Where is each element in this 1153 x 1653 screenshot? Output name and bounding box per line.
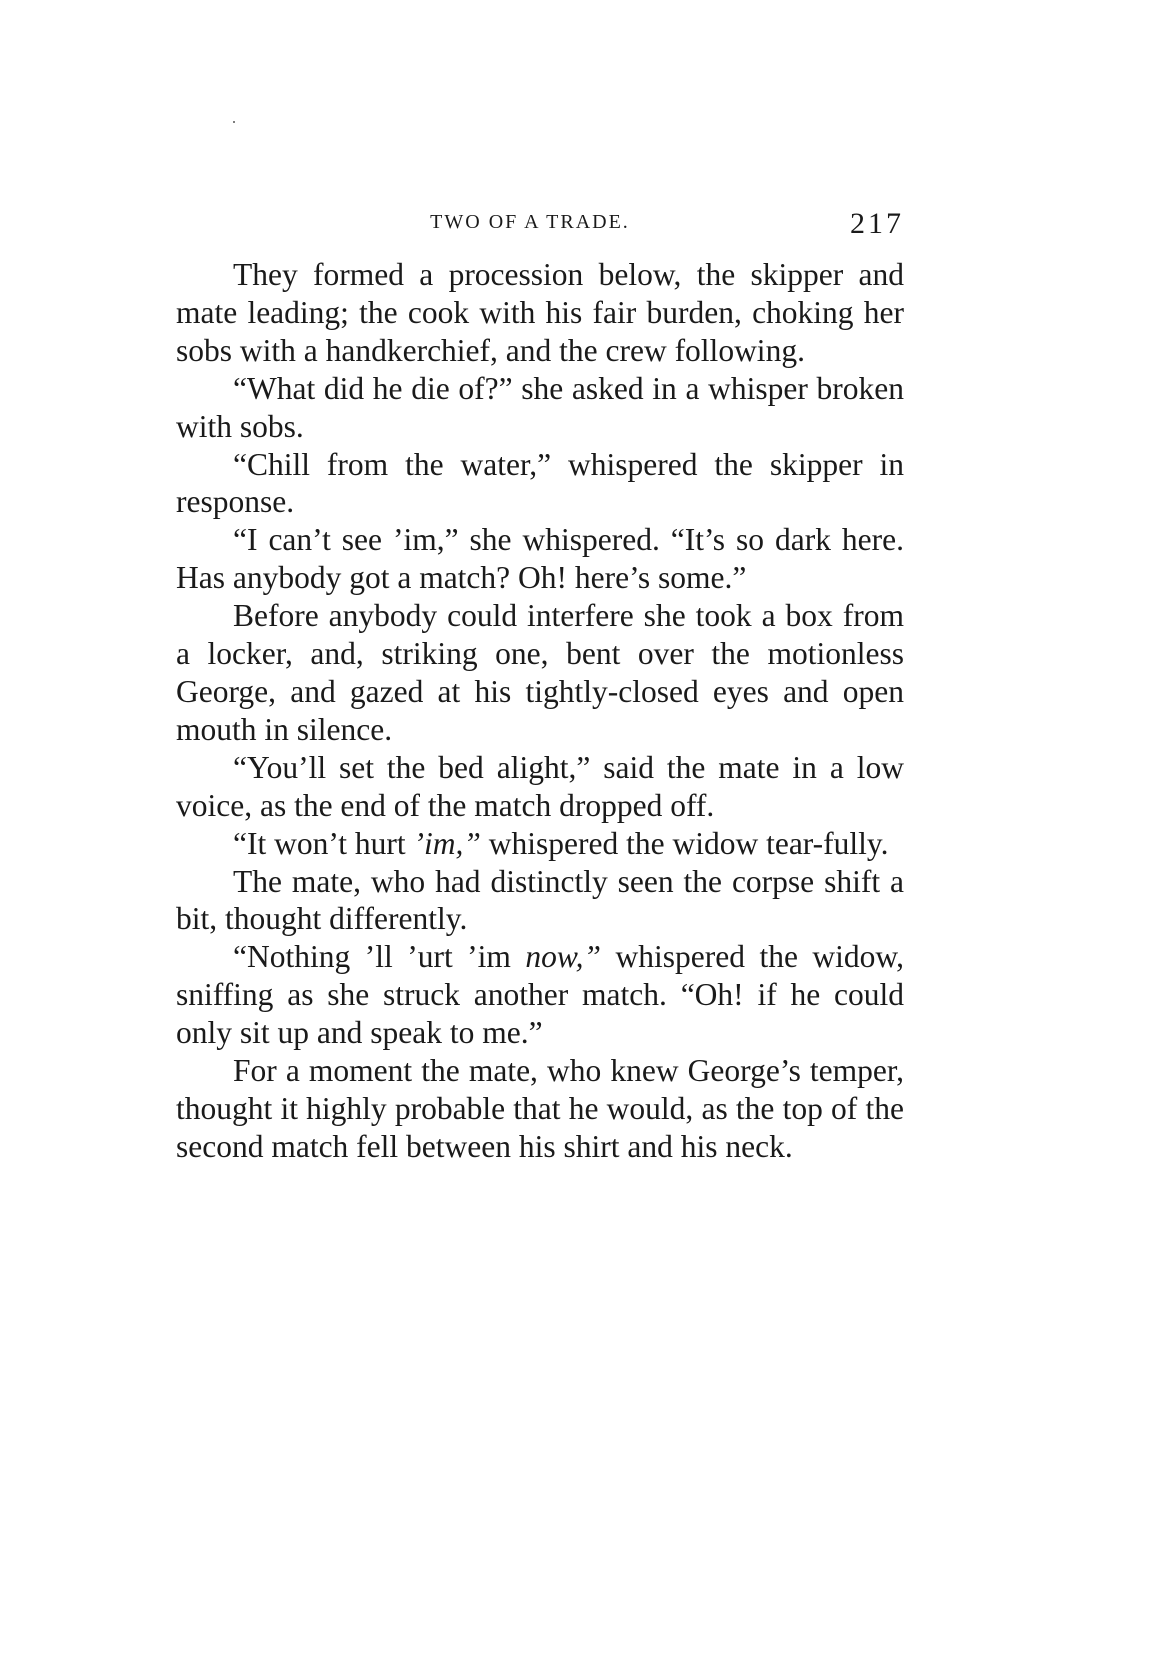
paragraph xyxy=(176,938,904,1052)
paragraph xyxy=(176,825,904,863)
stray-print-mark xyxy=(233,121,235,123)
paragraph-text: “It won’t hurt xyxy=(233,825,414,861)
page-number: 217 xyxy=(850,207,904,240)
paragraph: The mate, who had distinctly seen the corpse shift a bit, thought differently. xyxy=(176,863,904,937)
paragraph: For a moment the mate, who knew George’s temper, thought it highly probable that he would, as the top of the second match fell between his shirt and his neck. xyxy=(176,1053,904,1164)
paragraph-text: whispered the widow, sniffing as she struck another match. “Oh! if he could only sit up and speak to me.” xyxy=(176,939,904,1051)
paragraph-text: whispered the widow tear-fully. xyxy=(480,825,889,861)
paragraph: They formed a procession below, the skipper and mate leading; the cook with his fair burden, choking her sobs with a handkerchief, and the crew following. xyxy=(176,257,904,368)
running-title: TWO OF A TRADE. xyxy=(430,211,630,233)
paragraph: “You’ll set the bed alight,” said the mate in a low voice, as the end of the match dropped off. xyxy=(176,749,904,823)
emphasis-text: ’im,” xyxy=(413,825,481,861)
paragraph: “What did he die of?” she asked in a whisper broken with sobs. xyxy=(176,370,904,444)
emphasis-text: now,” xyxy=(525,939,601,975)
paragraph-text: “Nothing ’ll ’urt ’im xyxy=(233,939,526,975)
paragraph: Before anybody could interfere she took a box from a locker, and, striking one, bent over the motionless George, and gazed at his tightly-closed eyes and open mouth in silence. xyxy=(176,598,904,747)
body-text xyxy=(176,256,904,1166)
paragraph: “I can’t see ’im,” she whispered. “It’s so dark here. Has anybody got a match? Oh! here’s some.” xyxy=(176,522,904,596)
running-header xyxy=(176,207,904,247)
paragraph: “Chill from the water,” whispered the skipper in response. xyxy=(176,446,904,520)
